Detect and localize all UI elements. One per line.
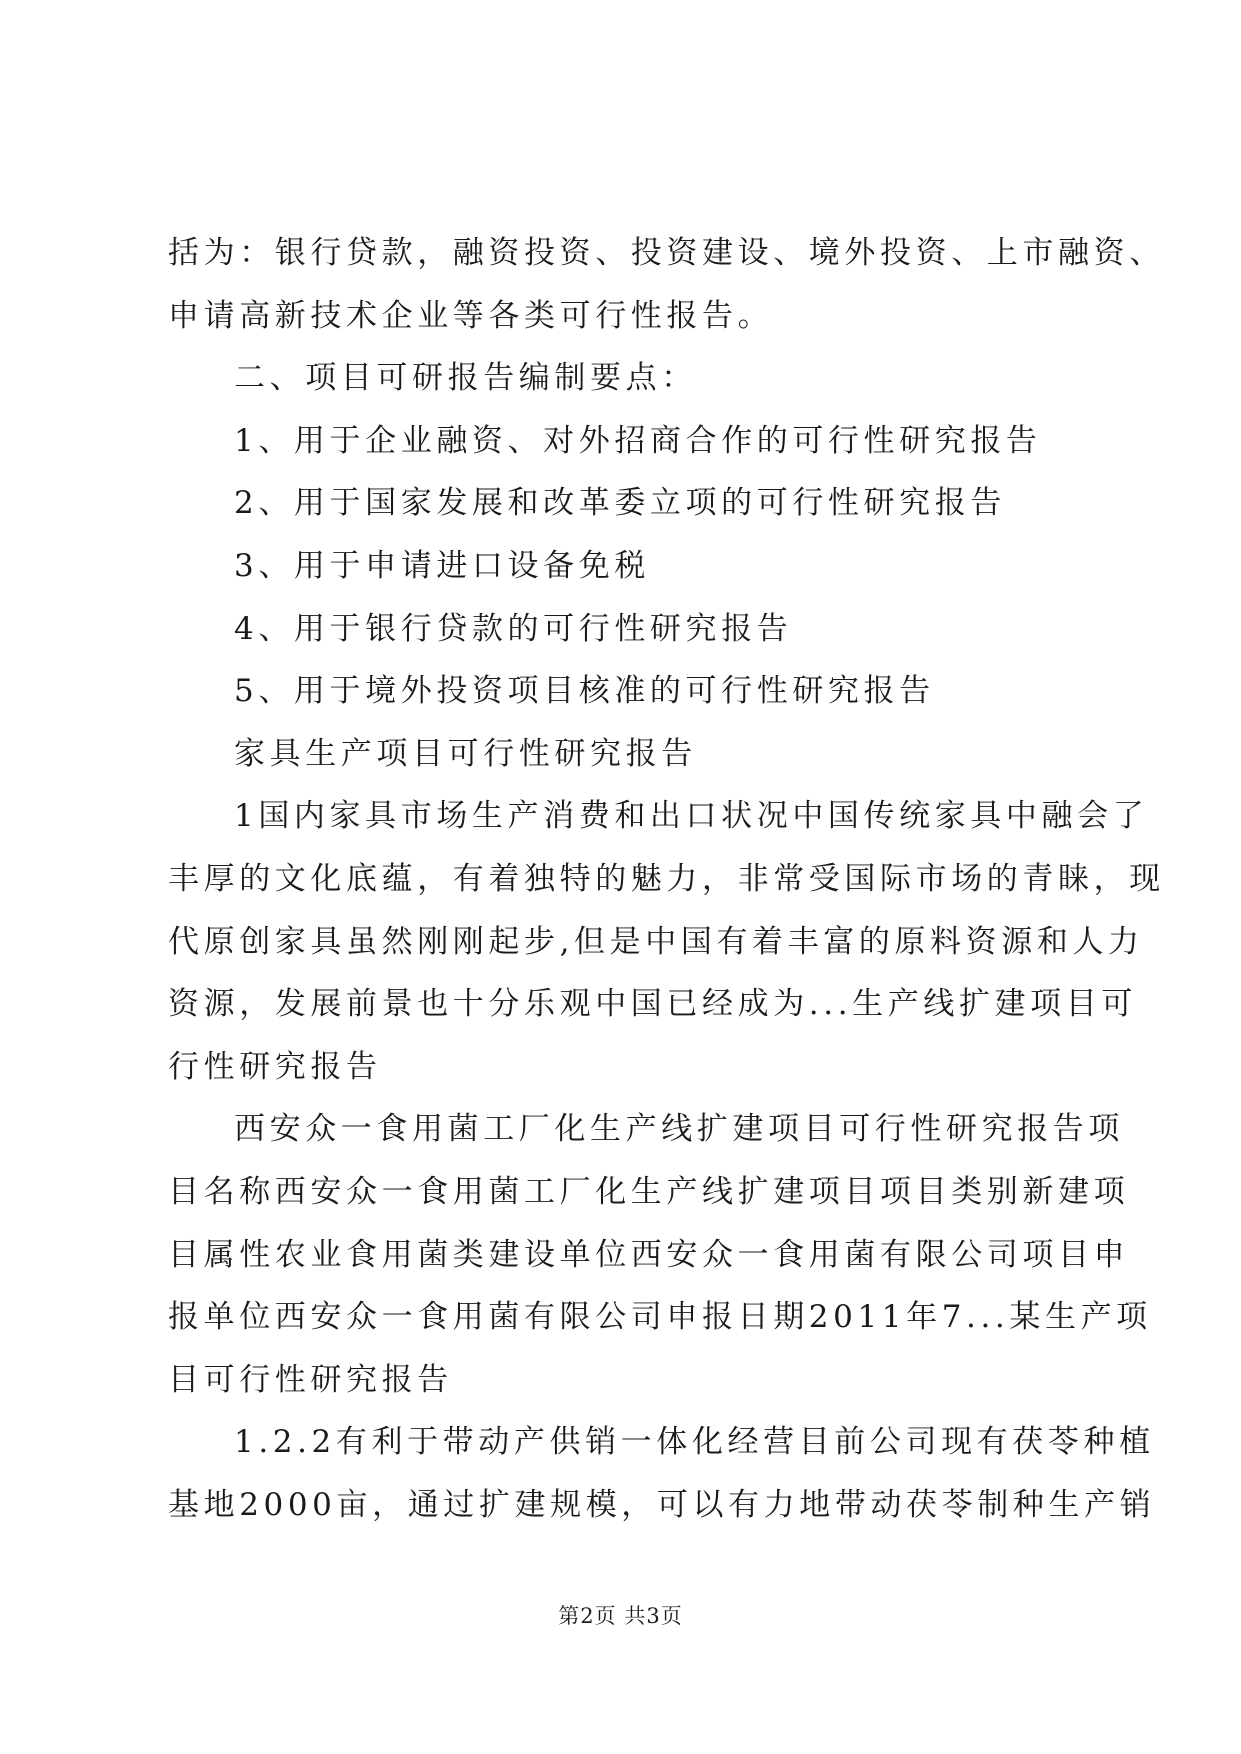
paragraph-line: 1.2.2有利于带动产供销一体化经营目前公司现有茯苓种植 <box>234 1424 1155 1461</box>
subheading: 家具生产项目可行性研究报告 <box>234 735 697 772</box>
paragraph-line: 报单位西安众一食用菌有限公司申报日期2011年7...某生产项 <box>168 1299 1152 1336</box>
paragraph-line: 资源，发展前景也十分乐观中国已经成为...生产线扩建项目可 <box>168 986 1137 1023</box>
text-line: 括为：银行贷款，融资投资、投资建设、境外投资、上市融资、 <box>168 235 1165 271</box>
list-item: 5、用于境外投资项目核准的可行性研究报告 <box>234 673 935 710</box>
page-number-footer: 第2页 共3页 <box>558 1604 683 1628</box>
text-line: 申请高新技术企业等各类可行性报告。 <box>168 297 774 334</box>
paragraph-line: 基地2000亩，通过扩建规模，可以有力地带动茯苓制种生产销 <box>168 1486 1156 1523</box>
paragraph-line: 代原创家具虽然刚刚起步,但是中国有着丰富的原料资源和人力 <box>168 923 1144 960</box>
list-item: 2、用于国家发展和改革委立项的可行性研究报告 <box>234 485 1006 522</box>
paragraph-line: 目属性农业食用菌类建设单位西安众一食用菌有限公司项目申 <box>168 1236 1130 1273</box>
list-item: 3、用于申请进口设备免税 <box>234 547 650 584</box>
document-body <box>168 222 1165 1536</box>
list-item: 4、用于银行贷款的可行性研究报告 <box>234 610 793 647</box>
paragraph-line: 行性研究报告 <box>168 1048 382 1085</box>
list-item: 1、用于企业融资、对外招商合作的可行性研究报告 <box>234 422 1042 459</box>
paragraph-line: 目名称西安众一食用菌工厂化生产线扩建项目项目类别新建项 <box>168 1173 1130 1210</box>
paragraph-line: 丰厚的文化底蕴，有着独特的魅力，非常受国际市场的青睐，现 <box>168 860 1165 897</box>
paragraph-line: 1国内家具市场生产消费和出口状况中国传统家具中融会了 <box>234 798 1149 835</box>
section-heading: 二、项目可研报告编制要点： <box>234 360 697 397</box>
paragraph-line: 西安众一食用菌工厂化生产线扩建项目可行性研究报告项 <box>234 1111 1124 1148</box>
paragraph-line: 目可行性研究报告 <box>168 1361 453 1398</box>
